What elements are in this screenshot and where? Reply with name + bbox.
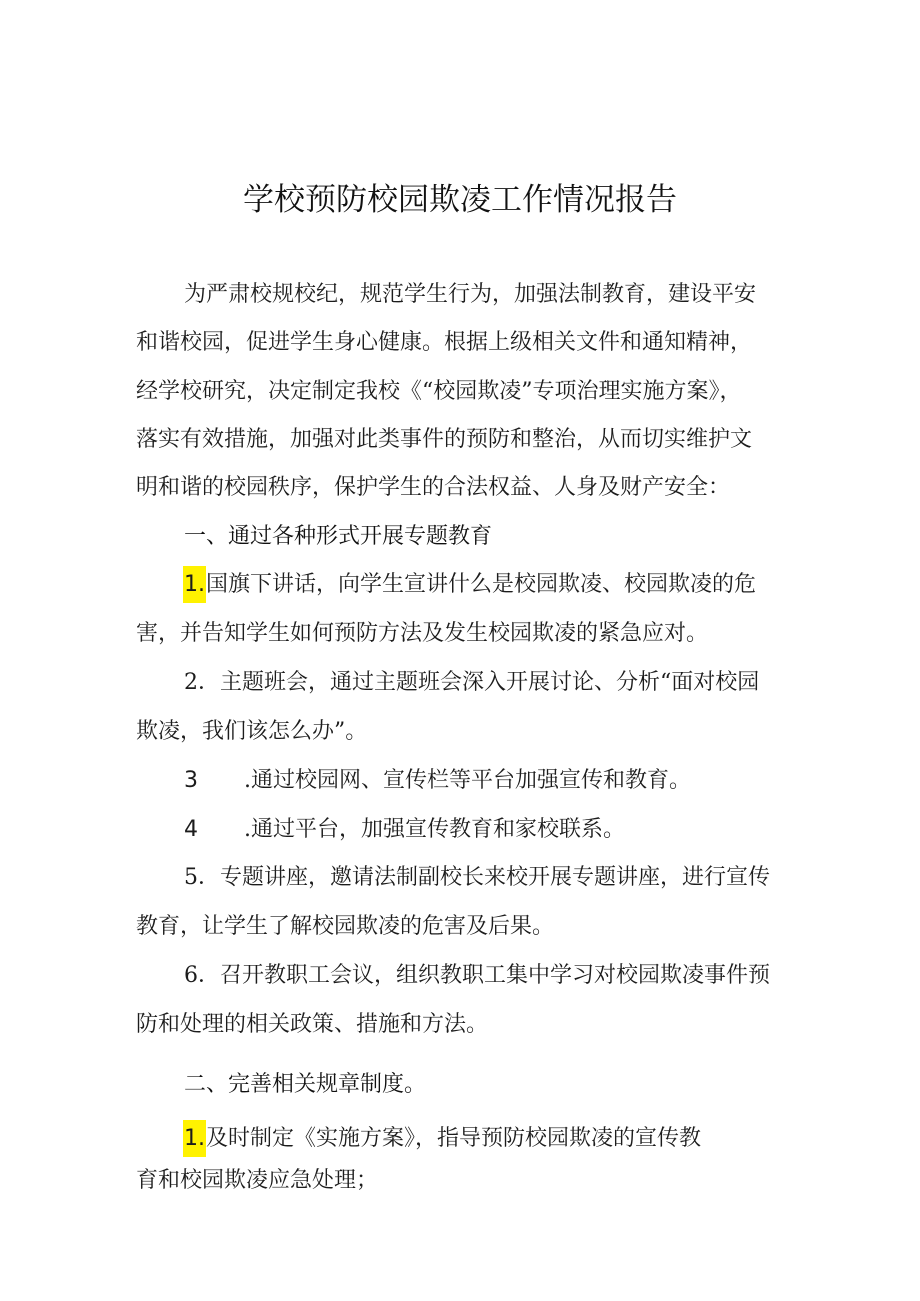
section-2-item-1-line-1 xyxy=(183,1124,701,1154)
item-number: 4 xyxy=(184,817,198,842)
section-1-item-1-line-2: 害，并告知学生如何预防方法及发生校园欺凌的紧急应对。 xyxy=(136,621,709,646)
intro-line-3: 经学校研究，决定制定我校《“校园欺凌”专项治理实施方案》， xyxy=(136,379,742,404)
section-1-item-5-line-2: 教育，让学生了解校园欺凌的危害及后果。 xyxy=(136,914,555,939)
highlighted-number: 1. xyxy=(183,1120,206,1157)
section-1-heading: 一、通过各种形式开展专题教育 xyxy=(184,524,493,549)
intro-line-2: 和谐校园，促进学生身心健康。根据上级相关文件和通知精神， xyxy=(136,330,753,355)
document-title: 学校预防校园欺凌工作情况报告 xyxy=(243,182,677,218)
section-1-item-2-line-1: 2．主题班会，通过主题班会深入开展讨论、分析“面对校园 xyxy=(184,670,760,695)
item-text: 及时制定《实施方案》，指导预防校园欺凌的宣传教 xyxy=(206,1126,702,1151)
section-1-item-1-line-1 xyxy=(183,570,756,600)
intro-line-5: 明和谐的校园秩序，保护学生的合法权益、人身及财产安全： xyxy=(136,475,731,500)
section-2-item-1-line-2: 育和校园欺凌应急处理； xyxy=(136,1168,379,1193)
highlighted-number: 1. xyxy=(183,566,206,603)
intro-line-4: 落实有效措施，加强对此类事件的预防和整治，从而切实维护文 xyxy=(136,427,753,452)
section-2-heading: 二、完善相关规章制度。 xyxy=(184,1072,427,1097)
section-1-item-6-line-2: 防和处理的相关政策、措施和方法。 xyxy=(136,1012,489,1037)
intro-line-1: 为严肃校规校纪，规范学生行为，加强法制教育，建设平安 xyxy=(184,282,757,307)
item-text: .通过校园网、宣传栏等平台加强宣传和教育。 xyxy=(244,768,691,793)
item-text: .通过平台，加强宣传教育和家校联系。 xyxy=(244,817,625,842)
section-1-item-5-line-1: 5．专题讲座，邀请法制副校长来校开展专题讲座，进行宣传 xyxy=(184,865,770,890)
section-1-item-6-line-1: 6．召开教职工会议，组织教职工集中学习对校园欺凌事件预 xyxy=(184,963,770,988)
section-1-item-4 xyxy=(184,815,625,845)
section-1-item-3 xyxy=(184,766,691,796)
item-text: 国旗下讲话，向学生宣讲什么是校园欺凌、校园欺凌的危 xyxy=(206,572,757,597)
item-number: 3 xyxy=(184,768,198,793)
section-1-item-2-line-2: 欺凌，我们该怎么办”。 xyxy=(136,719,368,744)
